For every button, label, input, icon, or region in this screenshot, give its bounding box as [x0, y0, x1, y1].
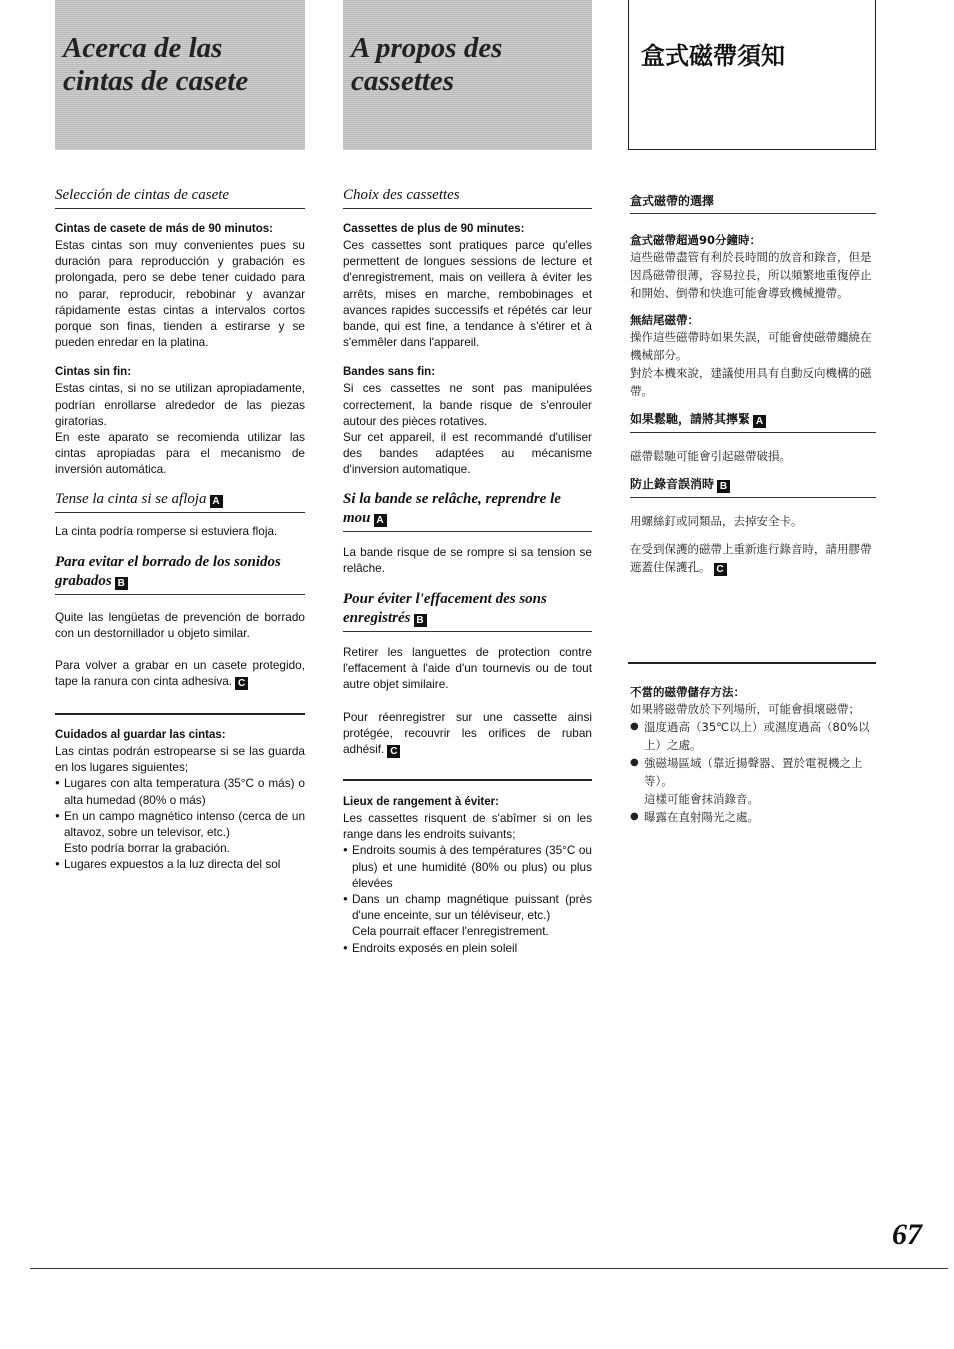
section-title-zh-erase-text: 防止錄音誤消時 — [630, 477, 715, 491]
paragraph-reenregistrer-text: Pour réenregistrer sur une cassette ainsi protégée, recouvrir les orifices de ruban adhésif. — [343, 709, 592, 757]
list-item: ● 溫度過高（35℃以上）或濕度過高（80%以上）之處。 — [630, 718, 876, 754]
section-title-borrado — [55, 553, 305, 595]
section-title-borrado-text: Para evitar el borrado de los sonidos grabados — [55, 553, 281, 589]
badge-c-icon: C — [387, 745, 400, 758]
list-item: ● Endroits exposés en plein soleil — [343, 940, 592, 956]
list-item: ● Dans un champ magnétique puissant (près d'une enceinte, sur un téléviseur, etc.) — [343, 891, 592, 923]
paragraph-guardar: Las cintas podrán estropearse si se las guarda en los lugares siguientes; — [55, 744, 305, 775]
paragraph-zh-storage: 如果將磁帶放於下列場所，可能會損壞磁帶； — [630, 702, 860, 716]
section-title-choix: Choix des cassettes — [343, 186, 592, 209]
section-title-zh-slack-text: 如果鬆馳，請將其擰緊 — [630, 412, 751, 426]
note-borrar: Esto podría borrar la grabación. — [64, 841, 230, 856]
badge-c-icon: C — [235, 677, 248, 690]
list-guardar-last — [55, 856, 305, 872]
paragraph-zh-autoreverse: 對於本機來說，建議使用具有自動反向機構的磁帶。 — [630, 366, 872, 398]
paragraph-zh-rerecord-text: 在受到保護的磁帶上重新進行錄音時，請用膠帶遮蓋住保護孔。 — [630, 542, 872, 574]
list-item: ● Lugares con alta temperatura (35°C o más) o alta humedad (80% o más) — [55, 775, 305, 807]
column-fr — [343, 186, 592, 758]
badge-a-icon: A — [753, 415, 766, 428]
note-zh-erase: 這樣可能會抹消錄音。 — [644, 792, 759, 806]
divider-fr — [343, 779, 592, 781]
paragraph-zh-slack: 磁帶鬆馳可能會引起磁帶破損。 — [630, 449, 791, 463]
column-es — [55, 186, 305, 690]
list-item: ● 曝露在直射陽光之處。 — [630, 808, 876, 826]
paragraph-languettes: Retirer les languettes de protection contre l'effacement à l'aide d'un tournevis ou de tout autre objet similaire. — [343, 645, 592, 692]
subheading-zh-storage: 不當的磁帶儲存方法： — [630, 685, 745, 699]
subheading-zh-90min: 盒式磁帶超過90分鐘時： — [630, 233, 762, 247]
paragraph-lengueta: Quite las lengüetas de prevención de borrado con un destornillador u objeto similar. — [55, 609, 305, 641]
divider-zh — [628, 662, 876, 664]
subheading-sin-fin: Cintas sin fin: — [55, 366, 132, 379]
section-title-effacement-text: Pour éviter l'effacement des sons enregistrés — [343, 591, 547, 627]
badge-b-icon: B — [717, 480, 730, 493]
paragraph-zh-tab: 用螺絲釘或同類品，去掉安全卡。 — [630, 514, 803, 528]
list-rangement-last — [343, 940, 592, 956]
paragraph-reenregistrer — [343, 709, 592, 758]
subheading-90min: Cintas de casete de más de 90 minutos: — [55, 223, 273, 235]
subheading-sans-fin: Bandes sans fin: — [343, 366, 436, 379]
subheading-rangement: Lieux de rangement à éviter: — [343, 796, 499, 808]
banner-title-fr: A propos des cassettes — [351, 32, 503, 97]
list-item: ● 強磁場區域（靠近揚聲器、置於電視機之上等）。 — [630, 754, 876, 790]
section-title-relache — [343, 490, 592, 532]
badge-b-icon: B — [115, 577, 128, 590]
badge-a-icon: A — [210, 495, 223, 508]
list-guardar — [55, 775, 305, 840]
column-zh — [630, 192, 876, 576]
banner-zh — [628, 0, 876, 150]
footer-rule — [30, 1268, 948, 1269]
section-title-zh-erase — [630, 475, 876, 498]
list-item: ● Lugares expuestos a la luz directa del sol — [55, 856, 305, 872]
paragraph-90min-fr: Ces cassettes sont pratiques parce qu'elles permettent de longues sessions de lecture et d'enregistrement, mais on veillera à éviter les arrêts, mises en marche, rembobinages et avances rapides successifs et répétés car leur bande, qui est fine, a tendance à s'étirer et à s'emmêler dans l'appareil. — [343, 238, 592, 350]
list-rangement — [343, 842, 592, 923]
paragraph-tension: La bande risque de se rompre si sa tension se relâche. — [343, 544, 592, 575]
paragraph-auto-reverse: En este aparato se recomienda utilizar las cintas apropiadas para el mecanismo de inversión automática. — [55, 430, 305, 477]
banner-es — [55, 0, 305, 150]
storage-fr — [343, 794, 592, 956]
subheading-guardar: Cuidados al guardar las cintas: — [55, 729, 226, 741]
section-title-relache-text: Si la bande se relâche, reprendre le mou — [343, 490, 561, 526]
banner-title-es: Acerca de las cintas de casete — [63, 32, 249, 97]
paragraph-sin-fin: Estas cintas, si no se utilizan apropiadamente, podrían enrollarse alrededor de las piezas giratorias. — [55, 381, 305, 428]
divider-es — [55, 713, 305, 715]
badge-b-icon: B — [414, 614, 427, 627]
storage-zh — [630, 684, 876, 826]
paragraph-zh-endless: 操作這些磁帶時如果失誤，可能會使磁帶纏繞在機械部分。 — [630, 330, 872, 362]
badge-c-icon: C — [714, 563, 727, 576]
section-title-zh-slack — [630, 410, 876, 433]
subheading-90min-fr: Cassettes de plus de 90 minutes: — [343, 223, 525, 235]
banner-title-zh: 盒式磁帶須知 — [641, 42, 785, 70]
storage-es — [55, 727, 305, 873]
paragraph-volver-grabar-text: Para volver a grabar en un casete protegido, tape la ranura con cinta adhesiva. — [55, 658, 305, 689]
section-title-afloja — [55, 490, 305, 513]
paragraph-floja: La cinta podría romperse si estuviera floja. — [55, 523, 278, 538]
paragraph-inversion: Sur cet appareil, il est recommandé d'utiliser des bandes adaptées au mécanisme d'inversion automatique. — [343, 430, 592, 477]
list-item: ● Endroits soumis à des températures (35°C ou plus) et une humidité (80% ou plus) ou plus élevées — [343, 842, 592, 891]
note-effacer: Cela pourrait effacer l'enregistrement. — [352, 924, 549, 939]
paragraph-rangement: Les cassettes risquent de s'abîmer si on les range dans les endroits suivants; — [343, 811, 592, 842]
paragraph-zh-rerecord — [630, 540, 876, 576]
paragraph-volver-grabar — [55, 657, 305, 690]
section-title-zh-selection: 盒式磁帶的選擇 — [630, 192, 876, 214]
banner-fr — [343, 0, 592, 150]
page-number: 67 — [892, 1218, 922, 1251]
badge-a-icon: A — [374, 514, 387, 527]
section-title-afloja-text: Tense la cinta si se afloja — [55, 490, 207, 507]
section-title-seleccion: Selección de cintas de casete — [55, 186, 305, 209]
paragraph-sans-fin: Si ces cassettes ne sont pas manipulées correctement, la bande risque de s'enrouler autour des pièces rotatives. — [343, 381, 592, 428]
subheading-zh-endless: 無結尾磁帶： — [630, 313, 699, 327]
paragraph-90min: Estas cintas son muy convenientes pues su duración para reproducción y grabación es prolongada, pero se debe tener cuidado para no parar, reproducir, rebobinar y avanzar rápidamente estas cintas a intervalos cortos porque son finas, tienden a estirarse y se pueden enredar en la platina. — [55, 238, 305, 350]
list-item: ● En un campo magnético intenso (cerca de un altavoz, sobre un televisor, etc.) — [55, 808, 305, 840]
paragraph-zh-90min: 這些磁帶盡管有利於長時間的放音和錄音，但是因爲磁帶很薄，容易拉長，所以頻繁地重復停止和開始、倒帶和快進可能會導致機械攪帶。 — [630, 250, 872, 300]
section-title-effacement — [343, 590, 592, 632]
